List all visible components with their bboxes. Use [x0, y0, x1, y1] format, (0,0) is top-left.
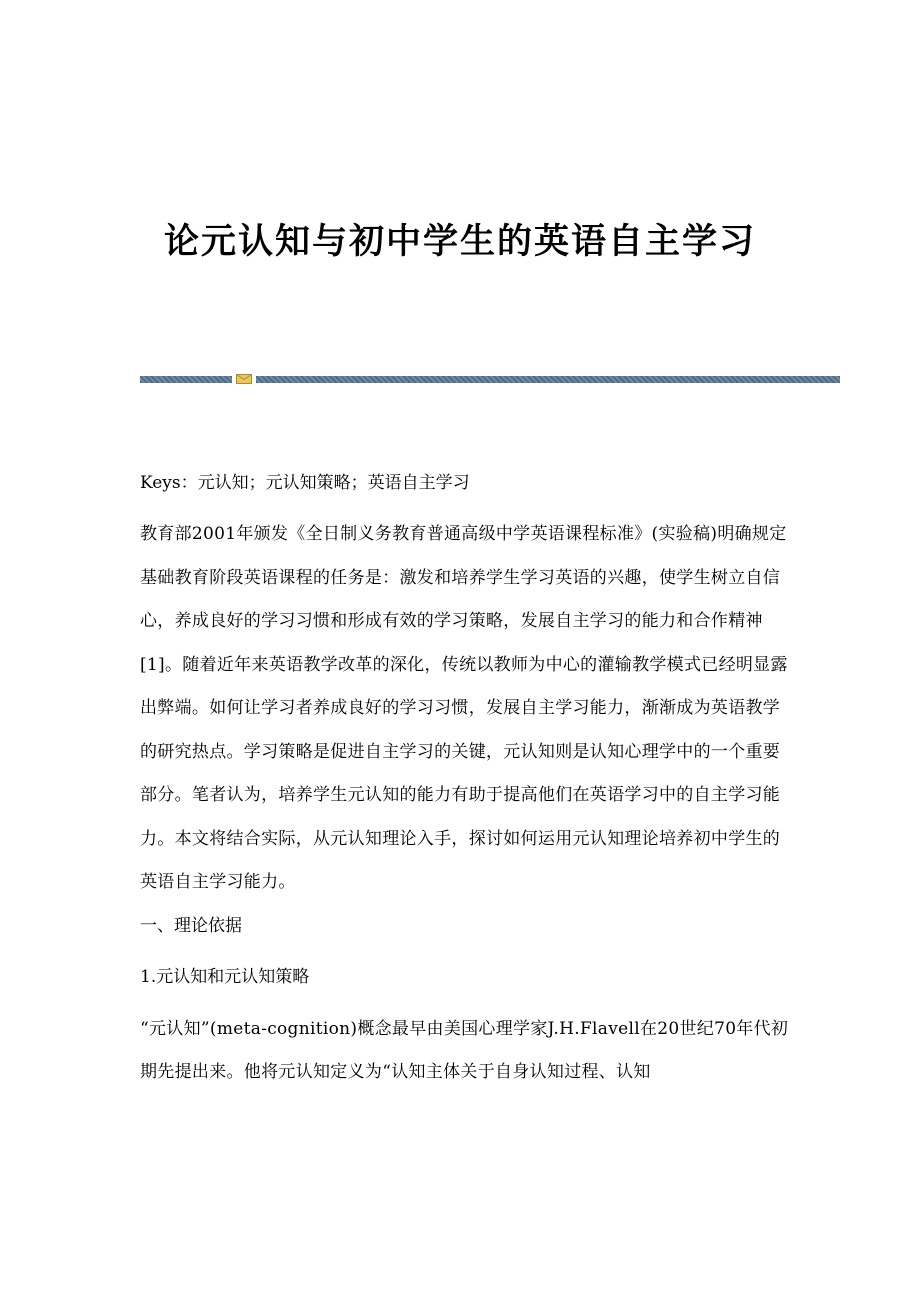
keywords-line: Keys：元认知；元认知策略；英语自主学习 [140, 473, 470, 493]
section-heading: 一、理论依据 [140, 915, 242, 936]
document-title: 论元认知与初中学生的英语自主学习 [163, 222, 756, 262]
divider-bar-left [140, 376, 232, 383]
body-paragraph: “元认知”(meta-cognition)概念最早由美国心理学家J.H.Flavell在20世纪70年代初期先提出来。他将元认知定义为“认知主体关于自身认知过程、认知 [140, 1018, 789, 1082]
intro-paragraph: 教育部2001年颁发《全日制义务教育普通高级中学英语课程标准》(实验稿)明确规定基础教育阶段英语课程的任务是：激发和培养学生学习英语的兴趣，使学生树立自信心，养成良好的学习习惯和形成有效的学习策略，发展自主学习的能力和合作精神[1]。随着近年来英语教学改革的深化，传统以教师为中心的灌输教学模式已经明显露出弊端。如何让学习者养成良好的学习习惯，发展自主学习能力，渐渐成为英语教学的研究热点。学习策略是促进自主学习的关键，元认知则是认知心理学中的一个重要部分。笔者认为，培养学生元认知的能力有助于提高他们在英语学习中的自主学习能力。本文将结合实际，从元认知理论入手，探讨如何运用元认知理论培养初中学生的英语自主学习能力。 [140, 524, 788, 892]
subsection-heading: 1.元认知和元认知策略 [140, 966, 310, 987]
divider-bar-right [256, 376, 840, 383]
envelope-ornament-icon [236, 374, 252, 384]
document-body [140, 468, 790, 1095]
title-divider [140, 374, 840, 384]
